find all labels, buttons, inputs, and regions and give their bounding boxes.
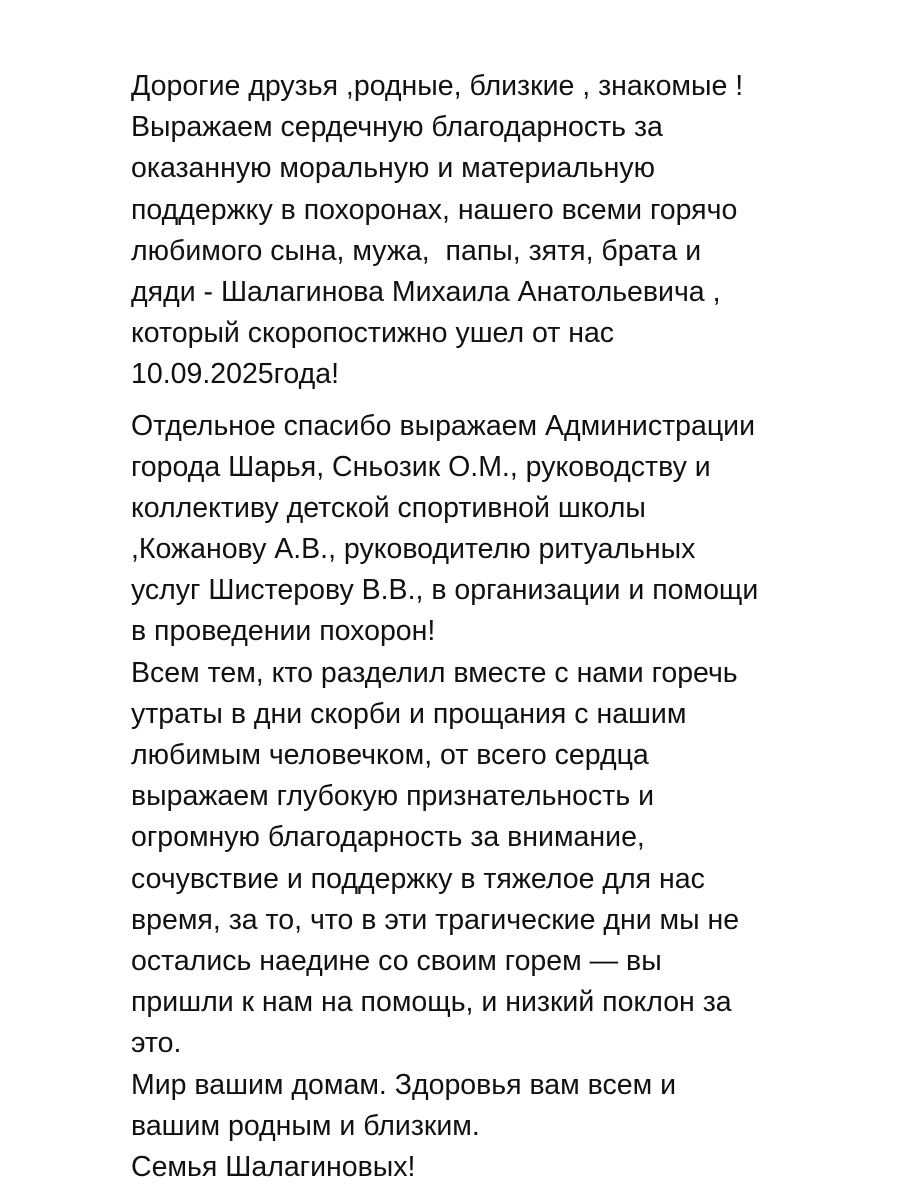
text-line: вашим родным и близким.: [131, 1109, 480, 1142]
text-line: 10.09.2025года!: [131, 358, 340, 391]
text-line: утраты в дни скорби и прощания с нашим: [131, 697, 687, 730]
text-line: огромную благодарность за внимание,: [131, 821, 645, 854]
text-line: поддержку в похоронах, нашего всеми горячо: [131, 193, 738, 226]
text-line: дяди - Шалагинова Михаила Анатольевича ,: [131, 275, 721, 308]
letter-text: [131, 66, 891, 1188]
text-line: Всем тем, кто разделил вместе с нами горечь: [131, 656, 738, 689]
text-line: в проведении похорон!: [131, 615, 436, 648]
text-line: Выражаем сердечную благодарность за: [131, 111, 663, 144]
text-line: остались наедине со своим горем — вы: [131, 944, 662, 977]
text-line: коллективу детской спортивной школы: [131, 491, 646, 524]
text-line: оказанную моральную и материальную: [131, 152, 656, 185]
paragraph-gap: [131, 396, 891, 406]
text-line: услуг Шистерову В.В., в организации и помощи: [131, 574, 759, 607]
text-line: ,Кожанову А.В., руководителю ритуальных: [131, 533, 696, 566]
text-line: города Шарья, Сньозик О.М., руководству и: [131, 450, 711, 483]
text-line: это.: [131, 1027, 182, 1060]
text-line: любимым человечком, от всего сердца: [131, 739, 649, 771]
text-line: сочувствие и поддержку в тяжелое для нас: [131, 862, 705, 895]
text-line: выражаем глубокую признательность и: [131, 780, 655, 813]
signature-line: Семья Шалагиновых!: [131, 1150, 416, 1183]
text-line: пришли к нам на помощь, и низкий поклон за: [131, 986, 732, 1019]
text-line: Отдельное спасибо выражаем Администрации: [131, 409, 756, 442]
paragraph-thanks: [131, 406, 891, 1189]
text-line: любимого сына, мужа, папы, зятя, брата и: [131, 234, 702, 267]
text-line: Мир вашим домам. Здоровья вам всем и: [131, 1068, 677, 1101]
text-line: время, за то, что в эти трагические дни мы не: [131, 903, 740, 936]
paragraph-gratitude: [131, 66, 891, 396]
text-line: который скоропостижно ушел от нас: [131, 317, 615, 350]
text-line: Дорогие друзья ,родные, близкие , знакомые !: [131, 70, 744, 102]
